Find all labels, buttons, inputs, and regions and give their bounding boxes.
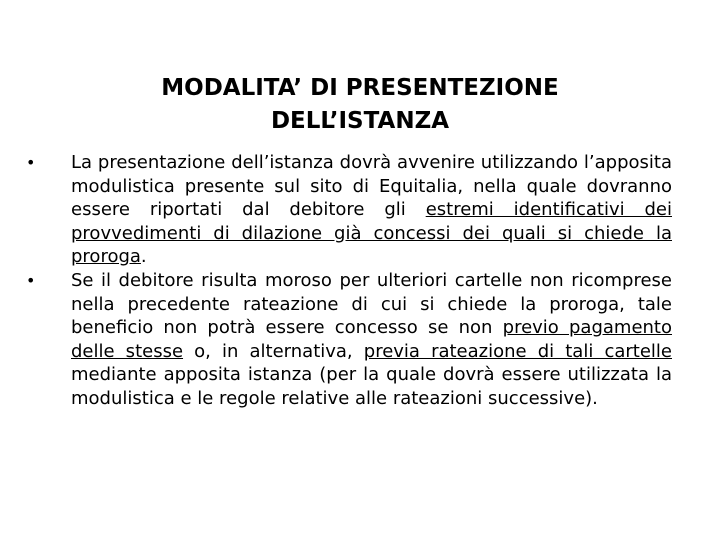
- bullet-item-2: [26, 269, 672, 411]
- bullet-list: [26, 151, 672, 411]
- bullet-1-underlined: estremi identificativi dei provvedimenti di dilazione già concessi dei quali si chiede la proroga: [71, 199, 672, 268]
- bullet-1-tail: .: [140, 246, 147, 268]
- bullet-1-text: La presentazione dell’istanza dovrà avvenire utilizzando l’apposita modulistica presente sul sito di Equitalia, nella quale dovranno essere riportati dal debitore gli: [71, 152, 672, 221]
- bullet-2-middle: o, in alternativa,: [183, 340, 364, 362]
- bullet-2-underlined-2: previa rateazione di tali cartelle: [363, 340, 672, 362]
- slide-title: [60, 72, 660, 138]
- title-line-2: DELL’ISTANZA: [270, 108, 450, 134]
- bullet-item-1: [26, 151, 672, 269]
- bullet-dot-icon: •: [26, 270, 36, 290]
- bullet-dot-icon: •: [26, 153, 36, 172]
- bullet-2-underlined-1: previo pagamento delle stesse: [71, 317, 672, 362]
- bullet-2-text: Se il debitore risulta moroso per ulteriori cartelle non ricomprese nella precedente rateazione di cui si chiede la proroga, tale beneficio non potrà essere concesso se non: [71, 269, 672, 339]
- bullet-2-tail: mediante apposita istanza (per la quale dovrà essere utilizzata la modulistica e le regole relative alle rateazioni successive).: [71, 364, 672, 409]
- title-line-1: MODALITA’ DI PRESENTEZIONE: [161, 75, 559, 101]
